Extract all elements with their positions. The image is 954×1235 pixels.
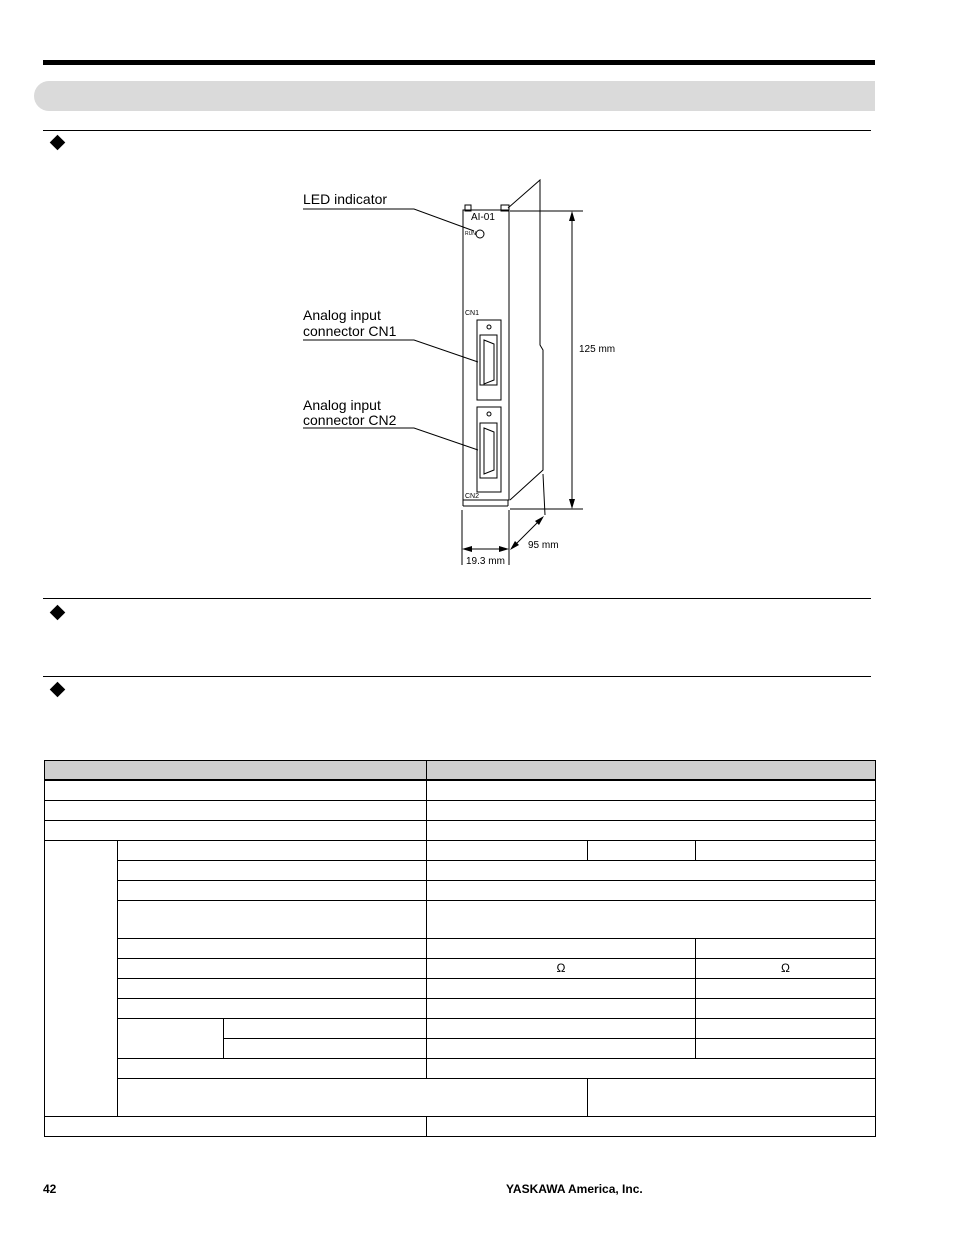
table-row (45, 860, 876, 880)
height-dimension: 125 mm (579, 344, 616, 355)
section-rule-2 (43, 598, 871, 599)
run-label: RUN (465, 231, 476, 237)
specification-table (44, 760, 876, 1137)
cn1-label-line1: Analog input (303, 307, 381, 323)
table-row (45, 978, 876, 998)
header-cell-spec (427, 761, 876, 781)
table-row (45, 780, 876, 800)
table-row (45, 1116, 876, 1136)
group-cell (45, 840, 118, 1116)
table-row (45, 900, 876, 938)
ohm-symbol-cell: Ω (696, 958, 876, 978)
cn2-label-line1: Analog input (303, 397, 381, 413)
table-row (45, 1058, 876, 1078)
depth-dimension: 95 mm (528, 540, 559, 551)
cn2-label-line2: connector CN2 (303, 412, 397, 428)
table-row (45, 840, 876, 860)
cn1-label-line2: connector CN1 (303, 323, 397, 339)
table-row (45, 880, 876, 900)
table-row (45, 1018, 876, 1038)
cn1-board-label: CN1 (465, 310, 480, 317)
section-rule-3 (43, 676, 871, 677)
table-row (45, 820, 876, 840)
module-diagram (0, 0, 954, 600)
table-row (45, 938, 876, 958)
header-cell-item (45, 761, 427, 781)
model-label: AI-01 (471, 212, 495, 223)
table-row (45, 958, 876, 978)
diamond-bullet-icon (50, 605, 66, 621)
footer-company: YASKAWA America, Inc. (506, 1182, 643, 1196)
ohm-symbol-cell: Ω (427, 958, 696, 978)
diamond-bullet-icon (50, 682, 66, 698)
table-row (45, 800, 876, 820)
width-dimension: 19.3 mm (466, 556, 505, 567)
page-number: 42 (43, 1182, 57, 1196)
table-row (45, 998, 876, 1018)
table-row (45, 1078, 876, 1116)
cn2-board-label: CN2 (465, 493, 480, 500)
led-indicator-label: LED indicator (303, 191, 388, 207)
table-header-row (45, 761, 876, 781)
